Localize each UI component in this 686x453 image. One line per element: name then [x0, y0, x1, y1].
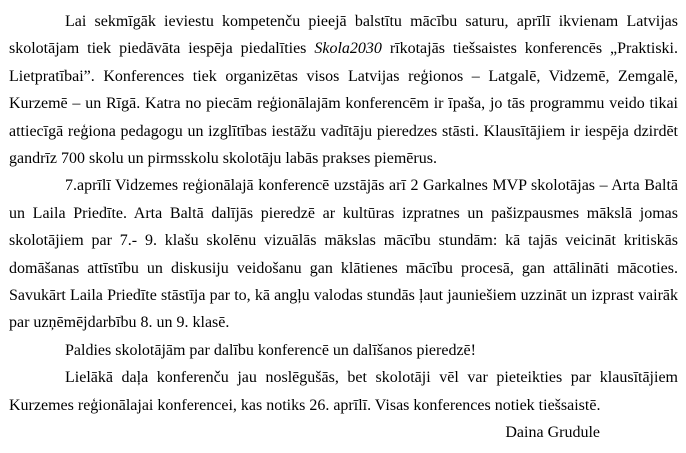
paragraph-vidzeme-conference	[9, 172, 678, 336]
paragraph-intro	[9, 8, 678, 172]
paragraph-kurzeme-signup	[9, 364, 678, 419]
paragraph-text: rīkotajās tiešsaistes konferencēs „Praktiski. Lietpratībai”. Konferences tiek organizētas visos Latvijas reģionos – Latgalē, Vidzemē, Zemgalē, Kurzemē – un Rīgā. Katra no piecām reģionālajām konferencēm ir īpaša, jo tās programmu veido tikai attiecīgā reģiona pedagogu un izglītības iestāžu vadītāju pieredzes stāsti. Klausītājiem ir iespēja dzirdēt gandrīz 700 skolu un pirmsskolu skolotāju labās prakses piemērus.	[9, 40, 678, 168]
paragraph-text: Paldies skolotājām par dalību konferencē un dalīšanos pieredzē!	[65, 341, 476, 359]
skola2030-italic-text: Skola2030	[314, 40, 382, 58]
paragraph-thanks	[9, 337, 678, 364]
paragraph-text: Lielākā daļa konferenču jau noslēgušās, bet skolotāji vēl var pieteikties par klausītājiem Kurzemes reģionālajai konferencei, kas notiks 26. aprīlī. Visas konferences notiek tiešsaistē.	[9, 369, 678, 414]
paragraph-text: Lai sekmīgāk ieviestu kompetenču pieejā balstītu mācību saturu, aprīlī ikvienam Latvijas skolotājam tiek piedāvāta iespēja piedalīties	[9, 13, 678, 58]
signature-author: Daina Grudule	[505, 424, 600, 442]
paragraph-text: 7.aprīlī Vidzemes reģionālajā konferencē uzstājās arī 2 Garkalnes MVP skolotājas – Arta Baltā un Laila Priedīte. Arta Baltā dalījās pieredzē ar kultūras izpratnes un pašizpausmes mākslā jomas skolotājiem par 7.- 9. klašu skolēnu vizuālās mākslas mācību stundām: kā tajās veicināt kritiskās domāšanas attīstību un diskusiju veidošanu gan klātienes mācību procesā, gan attālināti mācoties. Savukārt Laila Priedīte stāstīja par to, kā angļu valodas stundās ļaut jauniešiem uzzināt un izprast vairāk par uzņēmējdarbību 8. un 9. klasē.	[9, 177, 678, 332]
